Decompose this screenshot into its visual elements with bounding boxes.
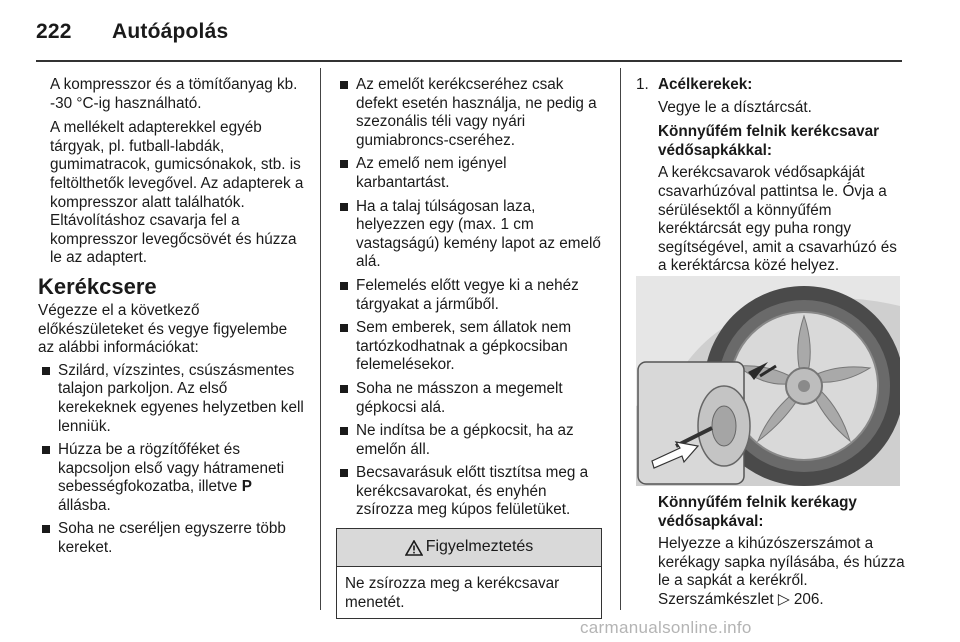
bullet-list-2 bbox=[336, 76, 604, 520]
list-item: Becsavarásuk előtt tisztítsa meg a kerékcsavarokat, és enyhén zsírozza meg kúpos felületüket. bbox=[336, 464, 604, 520]
sub-paragraph-2: Helyezze a kihúzószerszámot a kerékagy sapka nyílásába, és húzza le a sapkát a kerékről. Szerszámkészlet ▷ 206. bbox=[658, 535, 905, 608]
warning-triangle-icon bbox=[405, 540, 423, 556]
gear-letter: P bbox=[241, 478, 252, 496]
list-item: Soha ne másszon a megemelt gépkocsi alá. bbox=[336, 380, 604, 417]
column-divider-1 bbox=[320, 68, 321, 610]
gear-suffix: állásba. bbox=[58, 496, 111, 514]
intro-paragraph-1: A kompresszor és a tömítőanyag kb. -30 °C-ig használható. bbox=[50, 76, 298, 112]
intro-paragraph-2: A mellékelt adapterekkel egyéb tárgyak, pl. futball-labdák, gumimatracok, gumicsónakok, stb. is feltölthetők levegővel. Az adapterek a kompresszor alatt találhatók. Eltávolításhoz csavarja fel a kompresszor levegőcsövét és húzza le az adaptert. bbox=[50, 119, 304, 267]
column-1 bbox=[38, 76, 306, 563]
column-3 bbox=[636, 76, 906, 282]
numbered-item bbox=[636, 76, 906, 95]
section-lead: Végezze el a következő előkészületeket és vegye figyelembe az alábbi információkat: bbox=[38, 301, 288, 357]
list-item: Az emelő nem igényel karbantartást. bbox=[336, 155, 604, 192]
bullet-list-1 bbox=[38, 362, 306, 558]
reference-arrow-icon: ▷ bbox=[777, 590, 790, 608]
list-item: Húzza be a rögzítőféket és kapcsoljon első vagy hátrameneti sebességfokozatba, illetve P állásba. bbox=[38, 441, 306, 515]
page-number: 222 bbox=[36, 20, 72, 43]
subheading-2: Könnyűfém felnik kerékagy védősapkával: bbox=[658, 494, 857, 530]
warning-header bbox=[337, 529, 601, 567]
item-text: Vegye le a dísztárcsát. bbox=[658, 98, 812, 116]
warning-title: Figyelmeztetés bbox=[425, 538, 534, 556]
warning-body: Ne zsírozza meg a kerékcsavar menetét. bbox=[345, 575, 560, 611]
list-item: Sem emberek, sem állatok nem tartózkodhatnak a gépkocsiban felemelésekor. bbox=[336, 319, 604, 375]
warning-box bbox=[336, 528, 602, 619]
list-item: Ne indítsa be a gépkocsit, ha az emelőn áll. bbox=[336, 422, 604, 459]
wheel-illustration bbox=[636, 276, 900, 486]
list-item: Ha a talaj túlságosan laza, helyezzen egy (max. 1 cm vastagságú) kemény lapot az emelő alá. bbox=[336, 198, 604, 272]
page-title: Autóápolás bbox=[112, 20, 229, 43]
figure-caption-block bbox=[658, 494, 906, 616]
item-number: 1. bbox=[636, 76, 649, 93]
page-reference: 206. bbox=[793, 590, 824, 608]
page-header bbox=[36, 20, 228, 44]
section-heading: Kerékcsere bbox=[38, 273, 157, 299]
list-item: Soha ne cseréljen egyszerre több kereket. bbox=[38, 520, 306, 557]
item-title: Acélkerekek: bbox=[658, 76, 753, 93]
column-2 bbox=[336, 76, 604, 619]
list-item: Szilárd, vízszintes, csúszásmentes talajon parkoljon. Az első kerekeknek egyenes helyzetben kell lenniük. bbox=[38, 362, 306, 436]
subheading-1: Könnyűfém felnik kerékcsavar védősapkákkal: bbox=[658, 123, 880, 159]
list-item: Az emelőt kerékcseréhez csak defekt esetén használja, ne pedig a szezonális téli vagy nyári gumiabroncs-cseréhez. bbox=[336, 76, 604, 150]
column-divider-2 bbox=[620, 68, 621, 610]
list-item: Felemelés előtt vegye ki a nehéz tárgyakat a járműből. bbox=[336, 277, 604, 314]
watermark: carmanualsonline.info bbox=[580, 618, 752, 637]
header-rule bbox=[36, 60, 902, 62]
sub-paragraph-1: A kerékcsavarok védősapkáját csavarhúzóval pattintsa le. Óvja a sérülésektől a könnyűfém keréktárcsát egy puha rongy segítségével, amit a csavarhúzó és a keréktárcsa közé helyez. bbox=[658, 164, 897, 275]
